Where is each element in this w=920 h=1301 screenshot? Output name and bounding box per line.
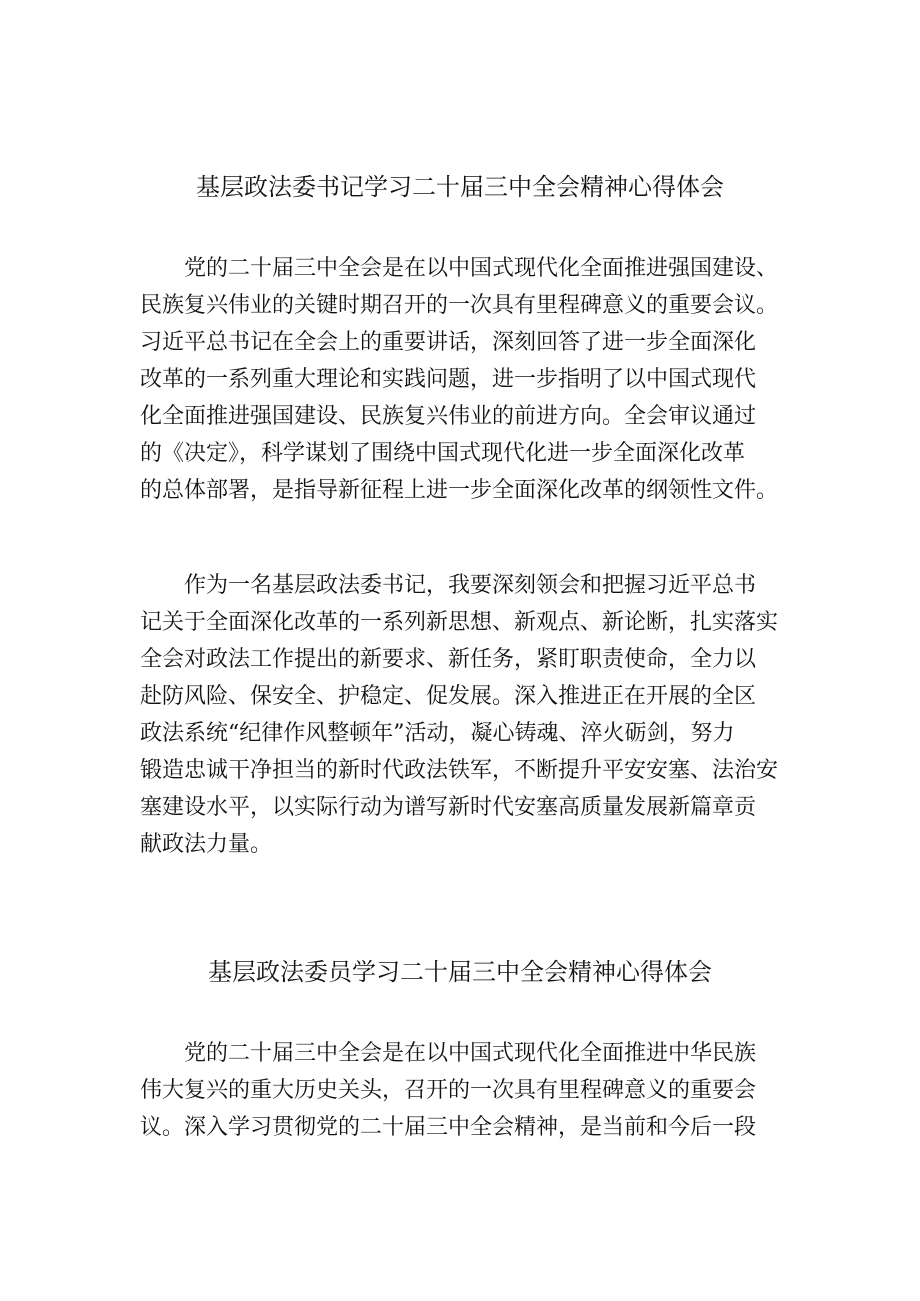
section-1-paragraph-2 (140, 567, 790, 863)
paragraph-line: 伟大复兴的重大历史关头，召开的一次具有里程碑意义的重要会 (140, 1078, 757, 1103)
section-2-paragraph-1 (140, 1035, 790, 1146)
paragraph-line: 全会对政法工作提出的新要求、新任务，紧盯职责使命，全力以 (140, 647, 757, 672)
paragraph-line: 记关于全面深化改革的一系列新思想、新观点、新论断，扎实落实 (140, 610, 779, 635)
section-1-paragraph-1 (140, 250, 790, 509)
paragraph-line: 党的二十届三中全会是在以中国式现代化全面推进中华民族 (184, 1041, 757, 1066)
paragraph-line: 作为一名基层政法委书记，我要深刻领会和把握习近平总书 (184, 573, 757, 598)
paragraph-line: 政法系统“纪律作风整顿年”活动，凝心铸魂、淬火砺剑，努力 (140, 721, 735, 746)
paragraph-line: 塞建设水平，以实际行动为谱写新时代安塞高质量发展新篇章贡 (140, 795, 757, 820)
paragraph-line: 党的二十届三中全会是在以中国式现代化全面推进强国建设、 (184, 256, 779, 281)
paragraph-line: 议。深入学习贯彻党的二十届三中全会精神，是当前和今后一段 (140, 1115, 757, 1140)
paragraph-line: 的总体部署，是指导新征程上进一步全面深化改革的纲领性文件。 (140, 478, 779, 503)
paragraph-line: 献政法力量。 (140, 832, 273, 857)
section-2-title: 基层政法委员学习二十届三中全会精神心得体会 (208, 958, 712, 986)
paragraph-line: 的《决定》，科学谋划了围绕中国式现代化进一步全面深化改革 (140, 441, 746, 466)
paragraph-line: 习近平总书记在全会上的重要讲话，深刻回答了进一步全面深化 (140, 330, 757, 355)
section-1-title: 基层政法委书记学习二十届三中全会精神心得体会 (196, 173, 724, 201)
paragraph-line: 改革的一系列重大理论和实践问题，进一步指明了以中国式现代 (140, 367, 757, 392)
paragraph-line: 赴防风险、保安全、护稳定、促发展。深入推进正在开展的全区 (140, 684, 757, 709)
paragraph-line: 化全面推进强国建设、民族复兴伟业的前进方向。全会审议通过 (140, 404, 757, 429)
paragraph-line: 民族复兴伟业的关键时期召开的一次具有里程碑意义的重要会议。 (140, 293, 779, 318)
paragraph-line: 锻造忠诚干净担当的新时代政法铁军，不断提升平安安塞、法治安 (140, 758, 779, 783)
